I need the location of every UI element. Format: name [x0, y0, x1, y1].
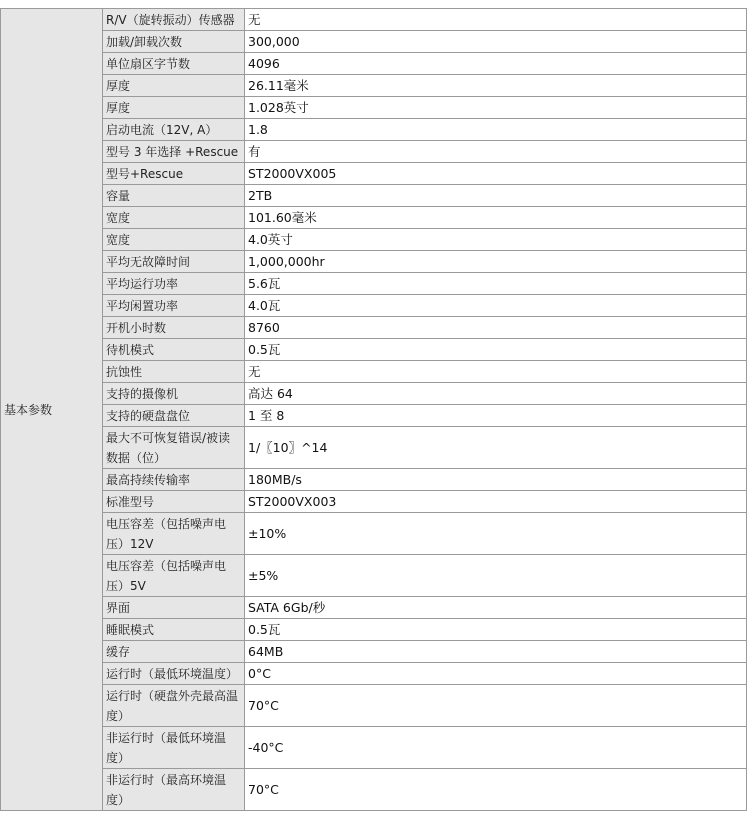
- row-value: 1.8: [245, 119, 747, 141]
- table-row: [1, 663, 747, 685]
- row-value: 5.6瓦: [245, 273, 747, 295]
- category-cell: 基本参数: [1, 9, 103, 811]
- row-label: 开机小时数: [103, 317, 245, 339]
- row-label: 型号 3 年选择 +Rescue: [103, 141, 245, 163]
- table-row: [1, 97, 747, 119]
- table-row: [1, 469, 747, 491]
- row-label: 非运行时（最低环境温度）: [103, 727, 245, 769]
- row-value: ST2000VX005: [245, 163, 747, 185]
- row-value: 无: [245, 9, 747, 31]
- row-label: 平均运行功率: [103, 273, 245, 295]
- table-row: [1, 405, 747, 427]
- row-value: 0.5瓦: [245, 619, 747, 641]
- table-row: [1, 229, 747, 251]
- table-row: [1, 339, 747, 361]
- row-label: 宽度: [103, 229, 245, 251]
- row-value: 70°C: [245, 685, 747, 727]
- table-row: [1, 619, 747, 641]
- row-label: 非运行时（最高环境温度）: [103, 769, 245, 811]
- table-row: [1, 251, 747, 273]
- row-value: ±10%: [245, 513, 747, 555]
- row-label: 型号+Rescue: [103, 163, 245, 185]
- table-row: [1, 769, 747, 811]
- row-value: 有: [245, 141, 747, 163]
- table-row: [1, 383, 747, 405]
- row-value: 1.028英寸: [245, 97, 747, 119]
- row-value: 0.5瓦: [245, 339, 747, 361]
- row-label: 单位扇区字节数: [103, 53, 245, 75]
- table-row: [1, 207, 747, 229]
- row-label: 宽度: [103, 207, 245, 229]
- row-label: 厚度: [103, 75, 245, 97]
- table-row: [1, 163, 747, 185]
- row-label: 界面: [103, 597, 245, 619]
- row-value: 70°C: [245, 769, 747, 811]
- table-row: [1, 361, 747, 383]
- table-row: [1, 641, 747, 663]
- row-value: 无: [245, 361, 747, 383]
- table-row: [1, 295, 747, 317]
- row-value: -40°C: [245, 727, 747, 769]
- row-label: 支持的硬盘盘位: [103, 405, 245, 427]
- row-label: 缓存: [103, 641, 245, 663]
- table-row: [1, 513, 747, 555]
- row-label: 容量: [103, 185, 245, 207]
- table-row: [1, 727, 747, 769]
- row-label: 平均无故障时间: [103, 251, 245, 273]
- row-value: 180MB/s: [245, 469, 747, 491]
- table-row: [1, 491, 747, 513]
- table-row: [1, 141, 747, 163]
- table-row: [1, 119, 747, 141]
- row-value: ±5%: [245, 555, 747, 597]
- row-label: 厚度: [103, 97, 245, 119]
- table-row: [1, 273, 747, 295]
- row-value: 高达 64: [245, 383, 747, 405]
- row-label: 运行时（硬盘外壳最高温度）: [103, 685, 245, 727]
- row-value: ST2000VX003: [245, 491, 747, 513]
- row-label: R/V（旋转振动）传感器: [103, 9, 245, 31]
- row-value: 4096: [245, 53, 747, 75]
- spec-table: [0, 8, 747, 811]
- row-value: 101.60毫米: [245, 207, 747, 229]
- row-label: 平均闲置功率: [103, 295, 245, 317]
- row-value: 1/〖10〗^14: [245, 427, 747, 469]
- row-label: 电压容差（包括噪声电压）12V: [103, 513, 245, 555]
- row-label: 标准型号: [103, 491, 245, 513]
- row-value: 8760: [245, 317, 747, 339]
- row-value: 300,000: [245, 31, 747, 53]
- row-label: 电压容差（包括噪声电压）5V: [103, 555, 245, 597]
- table-row: [1, 597, 747, 619]
- table-row: [1, 427, 747, 469]
- table-row: [1, 53, 747, 75]
- row-label: 睡眠模式: [103, 619, 245, 641]
- table-row: [1, 75, 747, 97]
- row-label: 启动电流（12V, A）: [103, 119, 245, 141]
- row-label: 抗蚀性: [103, 361, 245, 383]
- row-label: 加载/卸载次数: [103, 31, 245, 53]
- row-label: 最高持续传输率: [103, 469, 245, 491]
- row-value: 26.11毫米: [245, 75, 747, 97]
- table-row: [1, 185, 747, 207]
- table-row: [1, 685, 747, 727]
- row-value: 0°C: [245, 663, 747, 685]
- row-value: SATA 6Gb/秒: [245, 597, 747, 619]
- table-row: [1, 31, 747, 53]
- row-value: 2TB: [245, 185, 747, 207]
- row-label: 待机模式: [103, 339, 245, 361]
- row-value: 4.0英寸: [245, 229, 747, 251]
- row-label: 支持的摄像机: [103, 383, 245, 405]
- row-value: 1,000,000hr: [245, 251, 747, 273]
- row-value: 64MB: [245, 641, 747, 663]
- table-row: [1, 317, 747, 339]
- table-row: [1, 555, 747, 597]
- row-label: 最大不可恢复错误/被读数据（位）: [103, 427, 245, 469]
- row-value: 4.0瓦: [245, 295, 747, 317]
- row-value: 1 至 8: [245, 405, 747, 427]
- table-row: [1, 9, 747, 31]
- row-label: 运行时（最低环境温度）: [103, 663, 245, 685]
